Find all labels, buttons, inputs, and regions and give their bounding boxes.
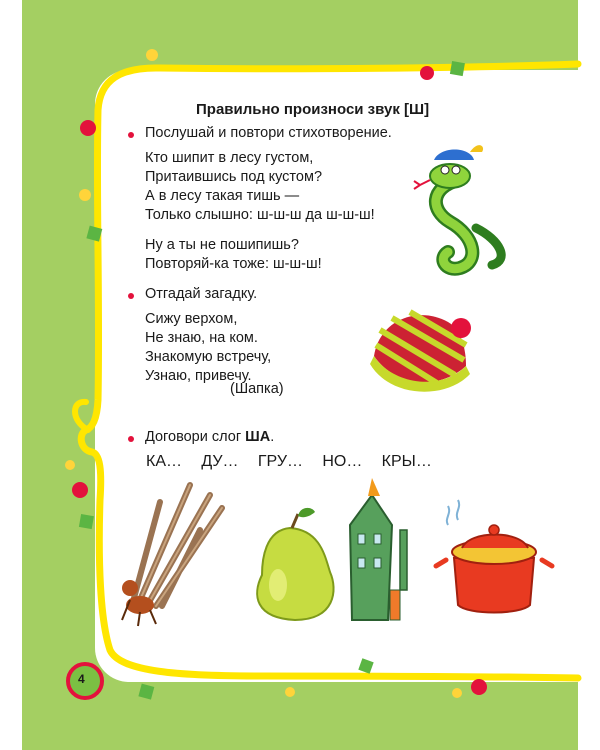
page-number-badge xyxy=(68,664,102,698)
riddle-line: Не знаю, на ком. xyxy=(145,330,258,346)
poem-line: Притаившись под кустом? xyxy=(145,169,323,185)
hat-illustration xyxy=(370,312,471,392)
yellow-dot xyxy=(285,687,295,697)
riddle-line: Узнаю, привечу. xyxy=(145,368,252,384)
pink-dot xyxy=(72,482,88,498)
instruction-poem: Послушай и повтори стихотворение. xyxy=(145,125,392,141)
instruction-syllable-bold: ША xyxy=(245,429,271,445)
instruction-riddle: Отгадай загадку. xyxy=(145,286,258,302)
pot-illustration xyxy=(436,500,552,613)
green-square xyxy=(138,684,154,700)
pink-dot xyxy=(420,66,434,80)
bullet-marker xyxy=(128,293,134,299)
green-square xyxy=(79,514,94,529)
green-square xyxy=(358,658,373,673)
bullet-marker xyxy=(128,436,134,442)
bullet-marker xyxy=(128,132,134,138)
twigs-illustration xyxy=(122,485,222,626)
pink-dot xyxy=(471,679,487,695)
pink-dot xyxy=(80,120,96,136)
instruction-syllable xyxy=(145,428,274,447)
pear-illustration xyxy=(257,508,333,620)
poem-line: Кто шипит в лесу густом, xyxy=(145,150,314,166)
poem-line: Повторяй-ка тоже: ш-ш-ш! xyxy=(145,256,322,272)
house-illustration xyxy=(350,478,407,620)
green-square xyxy=(450,61,465,76)
snake-illustration xyxy=(414,145,501,269)
poem-line: Только слышно: ш-ш-ш да ш-ш-ш! xyxy=(145,207,375,223)
poem-line: А в лесу такая тишь — xyxy=(145,188,300,204)
riddle-line: Сижу верхом, xyxy=(145,311,238,327)
instruction-prefix: Договори слог xyxy=(145,429,246,445)
yellow-dot xyxy=(65,460,75,470)
page-number: 4 xyxy=(78,672,85,686)
yellow-dot xyxy=(452,688,462,698)
yellow-dot xyxy=(79,189,91,201)
riddle-line: Знакомую встречу, xyxy=(145,349,272,365)
yellow-dot xyxy=(146,49,158,61)
instruction-suffix: . xyxy=(270,429,275,445)
poem-line: Ну а ты не пошипишь? xyxy=(145,237,299,253)
page-title: Правильно произноси звук [Ш] xyxy=(196,101,430,118)
yellow-frame-swirl xyxy=(75,402,88,430)
syllable-list: КА… ДУ… ГРУ… НО… КРЫ… xyxy=(146,453,432,470)
riddle-answer: (Шапка) xyxy=(230,381,284,397)
